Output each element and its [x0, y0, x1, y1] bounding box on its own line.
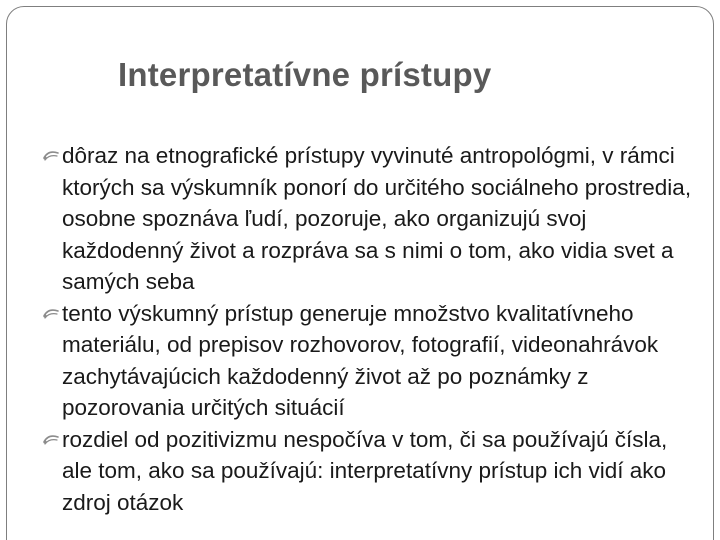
scroll-bullet-icon [42, 306, 60, 320]
scroll-bullet-icon [42, 148, 60, 162]
slide-title: Interpretatívne prístupy [118, 56, 492, 93]
bullet-item [42, 424, 702, 519]
scroll-bullet-icon [42, 432, 60, 446]
bullet-item [42, 140, 702, 298]
bullet-text: tento výskumný prístup generuje množstvo kvalitatívneho materiálu, od prepisov rozhovorov, fotografií, videonahrávok zachytávajúcich každodenný život až po poznámky z pozorovania určitých situácií [62, 300, 659, 420]
bullet-text: rozdiel od pozitivizmu nespočíva v tom, či sa používajú čísla, ale tom, ako sa používajú: interpretatívny prístup ich vidí ako zdroj otázok [62, 426, 668, 515]
bullet-item [42, 298, 702, 424]
bullet-text: dôraz na etnografické prístupy vyvinuté antropológmi, v rámci ktorých sa výskumník ponorí do určitého sociálneho prostredia, osobne spoznáva ľudí, pozoruje, ako organizujú svoj každodenný život a rozpráva sa s nimi o tom, ako vidia svet a samých seba [62, 143, 692, 294]
bullet-list [42, 140, 702, 518]
